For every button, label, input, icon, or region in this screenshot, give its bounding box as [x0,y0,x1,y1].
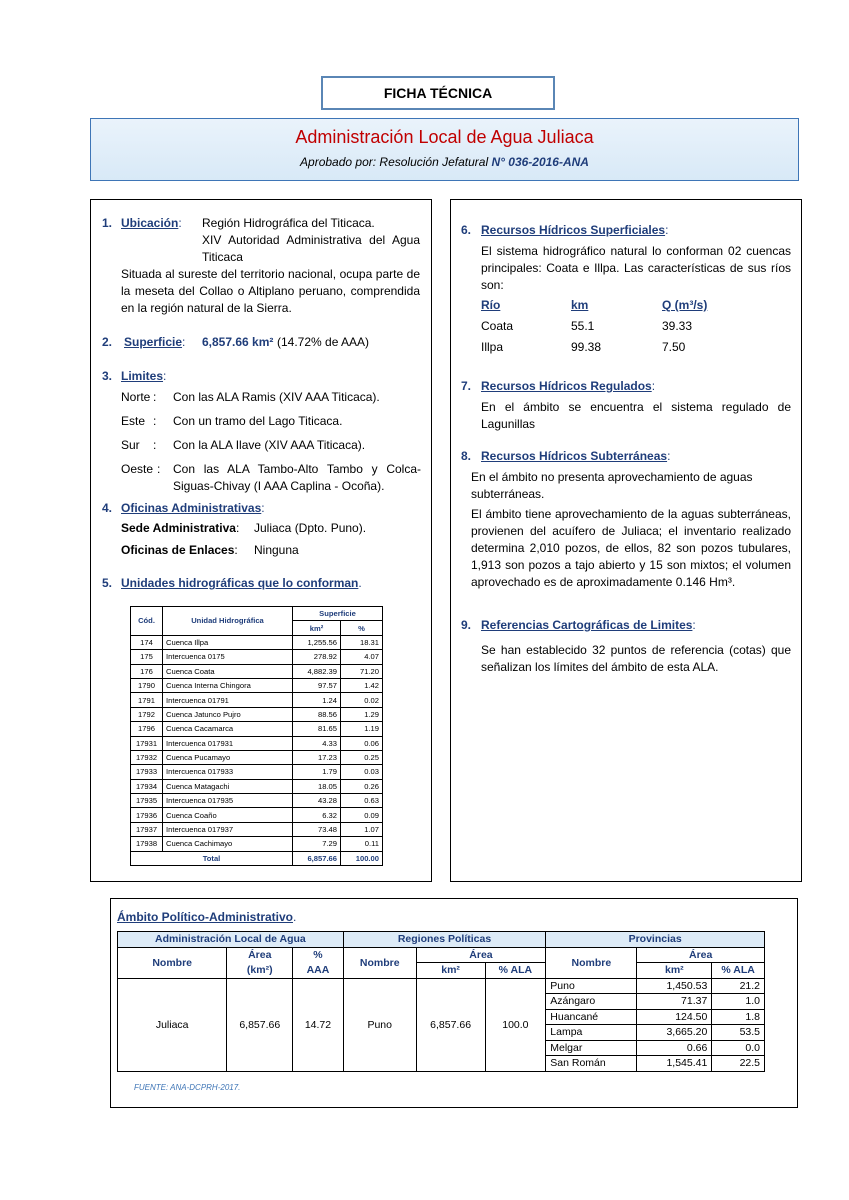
col-unidad: Unidad Hidrográfica [163,607,293,636]
cell-km: 1,255.56 [293,635,341,649]
prov-km: 0.66 [637,1040,712,1056]
region-km: 6,857.66 [416,978,485,1071]
cell-unidad: Intercuenca 017935 [163,794,293,808]
approval-number: N° 036-2016-ANA [491,155,589,169]
prov-name: San Román [546,1056,637,1072]
cell-pct: 71.20 [341,664,383,678]
cell-pct: 4.07 [341,650,383,664]
unidades-table [130,606,383,866]
superficie-pct: (14.72% de AAA) [277,335,370,349]
cell-pct: 1.42 [341,678,383,692]
enlace-row: Oficinas de Enlaces: Ninguna [121,543,299,557]
cell-km: 17.23 [293,750,341,764]
cell-pct: 1.29 [341,707,383,721]
ala-title: Administración Local de Agua Juliaca [295,127,594,147]
referencias-desc: Se han establecido 32 puntos de referencia (cotas) que señalizan los límites del ámbito de esta ALA. [481,643,791,674]
section-number: 7. [461,379,472,393]
approval-line [91,155,798,169]
ala-aaa-col: AAA [293,963,344,979]
cell-km: 4,882.39 [293,664,341,678]
sede-row: Sede Administrativa: Juliaca (Dpto. Puno). [121,521,367,535]
ala-area-col: Área [227,947,293,963]
prov-name: Huancané [546,1009,637,1025]
cell-pct: 0.25 [341,750,383,764]
total-label: Total [131,851,293,865]
cell-cod: 1796 [131,722,163,736]
cell-km: 7.29 [293,837,341,851]
cell-pct: 18.31 [341,635,383,649]
table-row [131,664,383,678]
section-number: 5. [102,576,113,590]
table-row [131,765,383,779]
total-pct: 100.00 [341,851,383,865]
limite-row: Norte : Con las ALA Ramis (XIV AAA Titicaca). [121,390,380,404]
cell-cod: 17932 [131,750,163,764]
prov-pct: 0.0 [712,1040,765,1056]
politico-table [117,931,765,1072]
prov-km: 1,450.53 [637,978,712,994]
cell-pct: 1.07 [341,822,383,836]
enlace-value: Ninguna [254,543,299,557]
cell-unidad: Intercuenca 017931 [163,736,293,750]
prov-km-col: km² [637,963,712,979]
prov-name: Lampa [546,1025,637,1041]
section-number: 1. [102,216,113,230]
ubicacion-region: Región Hidrográfica del Titicaca. XIV Autoridad Administrativa del Agua Titicaca [202,216,420,264]
ala-pct-col: % [293,947,344,963]
cell-km: 88.56 [293,707,341,721]
cell-unidad: Intercuenca 017937 [163,822,293,836]
section-heading: Limites: [121,369,167,383]
provincias-header: Provincias [546,932,765,948]
cell-km: 73.48 [293,822,341,836]
cell-unidad: Intercuenca 01791 [163,693,293,707]
table-row [131,693,383,707]
table-row [131,722,383,736]
cell-pct: 0.09 [341,808,383,822]
section-number: 6. [461,223,472,237]
prov-pct-col: % ALA [712,963,765,979]
cell-cod: 176 [131,664,163,678]
regulados-desc: En el ámbito se encuentra el sistema regulado de Lagunillas [481,400,791,431]
col-superficie: Superficie [293,607,383,621]
table-row [131,736,383,750]
section-heading: Unidades hidrográficas que lo conforman. [121,576,362,590]
sede-value: Juliaca (Dpto. Puno). [254,521,367,535]
sede-label: Sede Administrativa [121,521,236,535]
table-row [131,808,383,822]
q-col: Q (m³/s) [662,298,708,312]
cell-unidad: Cuenca Matagachi [163,779,293,793]
limite-row: Este : Con un tramo del Lago Titicaca. [121,414,343,428]
cell-cod: 1791 [131,693,163,707]
enlace-label: Oficinas de Enlaces [121,543,235,557]
cell-cod: 17931 [131,736,163,750]
section-number: 4. [102,501,113,515]
limites-list [121,389,421,497]
superficie-value: 6,857.66 km² [202,335,274,349]
prov-pct: 1.8 [712,1009,765,1025]
prov-pct: 21.2 [712,978,765,994]
cell-pct: 0.11 [341,837,383,851]
prov-km: 124.50 [637,1009,712,1025]
cell-cod: 17937 [131,822,163,836]
cell-pct: 1.19 [341,722,383,736]
limite-row: Sur : Con la ALA Ilave (XIV AAA Titicaca). [121,438,366,452]
section-heading: Superficie: [124,335,186,349]
cell-cod: 17933 [131,765,163,779]
cell-cod: 17938 [131,837,163,851]
table-row [131,678,383,692]
col-km: km² [293,621,341,635]
prov-km: 71.37 [637,994,712,1010]
cell-km: 6.32 [293,808,341,822]
cell-km: 1.24 [293,693,341,707]
table-row [131,750,383,764]
ubicacion-autoridad: XIV Autoridad Administrativa del Agua Titicaca [202,233,420,264]
prov-pct: 53.5 [712,1025,765,1041]
section-heading: Recursos Hídricos Regulados: [481,379,656,393]
section-heading: Referencias Cartográficas de Limites: [481,618,696,632]
cell-unidad: Cuenca Illpa [163,635,293,649]
section-number: 9. [461,618,472,632]
cell-unidad: Cuenca Coata [163,664,293,678]
fuente-note: FUENTE: ANA-DCPRH-2017. [134,1083,241,1092]
header-banner [90,118,799,181]
prov-name: Puno [546,978,637,994]
cell-unidad: Intercuenca 0175 [163,650,293,664]
subterraneas-p1: En el ámbito no presenta aprovechamiento de aguas subterráneas. [471,470,753,501]
cell-km: 1.79 [293,765,341,779]
cell-cod: 17936 [131,808,163,822]
cell-unidad: Intercuenca 017933 [163,765,293,779]
table-row [131,707,383,721]
col-pct: % [341,621,383,635]
cell-unidad: Cuenca Coaño [163,808,293,822]
table-row [131,794,383,808]
table-row [131,650,383,664]
prov-area-col: Área [637,947,765,963]
table-row [131,822,383,836]
cell-unidad: Cuenca Cachimayo [163,837,293,851]
section-heading: Ubicación: [121,216,182,230]
col-cod: Cód. [131,607,163,636]
table-row [131,779,383,793]
cell-cod: 174 [131,635,163,649]
section-heading: Oficinas Administrativas: [121,501,265,515]
subterraneas-p2: El ámbito tiene aprovechamiento de la aguas subterráneas, provienen del acuífero de Juliaca; el inventario realizado determina 2,010 pozos, de ellos, 82 son pozos tubulares, 1,913 son pozos a tajo abierto y 15 son mixtos; el volumen aprovechado es de aproximadamente 0.146 Hm³. [471,507,791,589]
region-nombre: Puno [343,978,416,1071]
cell-pct: 0.26 [341,779,383,793]
prov-pct: 1.0 [712,994,765,1010]
prov-km: 1,545.41 [637,1056,712,1072]
prov-pct: 22.5 [712,1056,765,1072]
cell-cod: 1792 [131,707,163,721]
ala-area-unit: (km²) [227,963,293,979]
section-heading: Recursos Hídricos Superficiales: [481,223,669,237]
cell-pct: 0.02 [341,693,383,707]
ala-area: 6,857.66 [227,978,293,1071]
ala-nombre-col: Nombre [118,947,227,978]
ficha-tecnica-title: FICHA TÉCNICA [321,76,555,110]
cell-km: 97.57 [293,678,341,692]
rios-header [481,297,781,317]
superficiales-desc: El sistema hidrográfico natural lo conforman 02 cuencas principales: Coata e Illpa. Las características de sus ríos son: [481,244,791,292]
ala-nombre: Juliaca [118,978,227,1071]
region-area-col: Área [416,947,546,963]
total-km: 6,857.66 [293,851,341,865]
cell-cod: 1790 [131,678,163,692]
region-nombre-col: Nombre [343,947,416,978]
cell-km: 278.92 [293,650,341,664]
region-pct-col: % ALA [485,963,546,979]
cell-pct: 0.06 [341,736,383,750]
cell-pct: 0.63 [341,794,383,808]
cell-cod: 17935 [131,794,163,808]
limite-row: Oeste : Con las ALA Tambo-Alto Tambo y Colca-Siguas-Chivay (I AAA Caplina - Ocoña). [121,462,421,493]
section-heading: Recursos Hídricos Subterráneas: [481,449,671,463]
cell-unidad: Cuenca Pucamayo [163,750,293,764]
rio-col: Río [481,298,501,312]
region-km-col: km² [416,963,485,979]
table-row [131,635,383,649]
total-row [131,851,383,865]
regiones-header: Regiones Políticas [343,932,545,948]
approval-prefix: Aprobado por: Resolución Jefatural [300,155,492,169]
prov-name: Melgar [546,1040,637,1056]
cell-km: 81.65 [293,722,341,736]
cell-cod: 17934 [131,779,163,793]
region-pct: 100.0 [485,978,546,1071]
rio-row: Illpa 99.38 7.50 [481,340,686,354]
section-number: 8. [461,449,472,463]
km-col: km [571,298,589,312]
cell-km: 43.28 [293,794,341,808]
section-number: 3. [102,369,113,383]
cell-cod: 175 [131,650,163,664]
rio-row: Coata 55.1 39.33 [481,319,693,333]
cell-unidad: Cuenca Jatunco Pujro [163,707,293,721]
ambito-heading: Ámbito Político-Administrativo. [117,910,297,924]
section-number: 2. [102,335,113,349]
ubicacion-desc: Situada al sureste del territorio nacional, ocupa parte de la meseta del Collao o Altiplano peruano, comprendida en la región natural de la Sierra. [121,267,420,315]
ala-pct: 14.72 [293,978,344,1071]
cell-unidad: Cuenca Interna Chingora [163,678,293,692]
prov-name: Azángaro [546,994,637,1010]
table-row [118,978,765,994]
prov-km: 3,665.20 [637,1025,712,1041]
cell-km: 18.05 [293,779,341,793]
ala-header: Administración Local de Agua [118,932,344,948]
table-row [131,837,383,851]
prov-nombre-col: Nombre [546,947,637,978]
cell-pct: 0.03 [341,765,383,779]
cell-unidad: Cuenca Cacamarca [163,722,293,736]
cell-km: 4.33 [293,736,341,750]
